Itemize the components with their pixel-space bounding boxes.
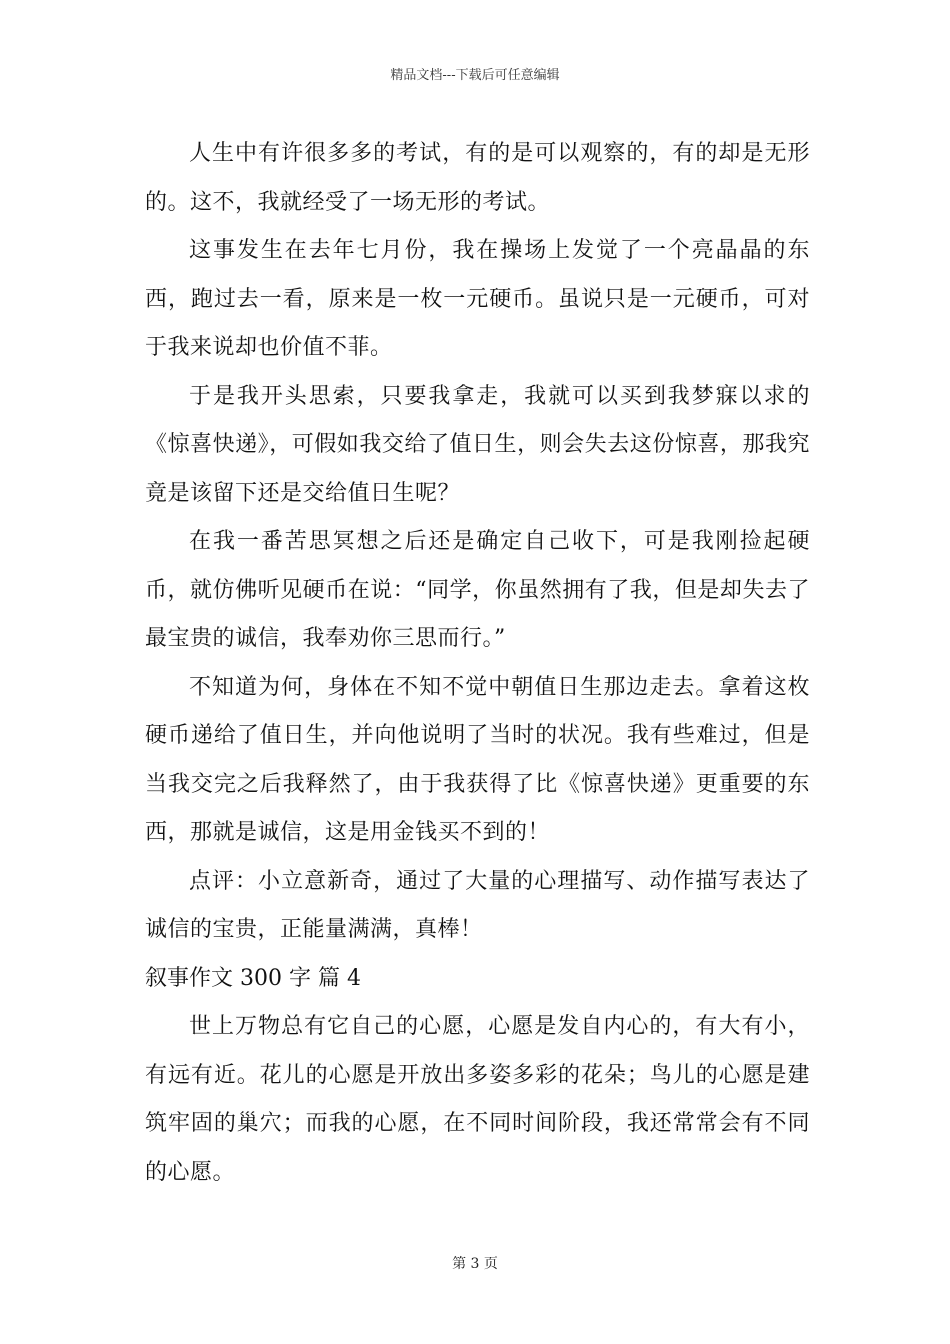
- page-number: 第 3 页: [452, 1256, 498, 1272]
- paragraph-comment: 点评：小立意新奇，通过了大量的心理描写、动作描写表达了诚信的宝贵，正能量满满，真棒！: [145, 868, 810, 942]
- paragraph-5: 不知道为何，身体在不知不觉中朝值日生那边走去。拿着这枚硬币递给了值日生，并向他说明了当时的状况。我有些难过，但是当我交完之后我释然了，由于我获得了比《惊喜快递》更重要的东西，那就是诚信，这是用金钱买不到的！: [145, 674, 810, 845]
- paragraph-6: 世上万物总有它自己的心愿，心愿是发自内心的，有大有小，有远有近。花儿的心愿是开放出多姿多彩的花朵；鸟儿的心愿是建筑牢固的巢穴；而我的心愿，在不同时间阶段，我还常常会有不同的心愿。: [145, 1014, 810, 1185]
- document-body: [145, 130, 810, 1197]
- paragraph-4: 在我一番苦思冥想之后还是确定自己收下，可是我刚捡起硬币，就仿佛听见硬币在说：“同学，你虽然拥有了我，但是却失去了最宝贵的诚信，我奉劝你三思而行。”: [145, 529, 810, 651]
- section-title: 叙事作文 300 字 篇 4: [145, 965, 361, 991]
- paragraph-3: 于是我开头思索，只要我拿走，我就可以买到我梦寐以求的《惊喜快递》，可假如我交给了值日生，则会失去这份惊喜，那我究竟是该留下还是交给值日生呢？: [145, 383, 810, 506]
- paragraph-1: 人生中有许很多多的考试，有的是可以观察的，有的却是无形的。这不，我就经受了一场无形的考试。: [145, 141, 810, 215]
- paragraph-2: 这事发生在去年七月份，我在操场上发觉了一个亮晶晶的东西，跑过去一看，原来是一枚一元硬币。虽说只是一元硬币，可对于我来说却也价值不菲。: [145, 238, 810, 360]
- page-header: 精品文档---下载后可任意编辑: [390, 68, 560, 83]
